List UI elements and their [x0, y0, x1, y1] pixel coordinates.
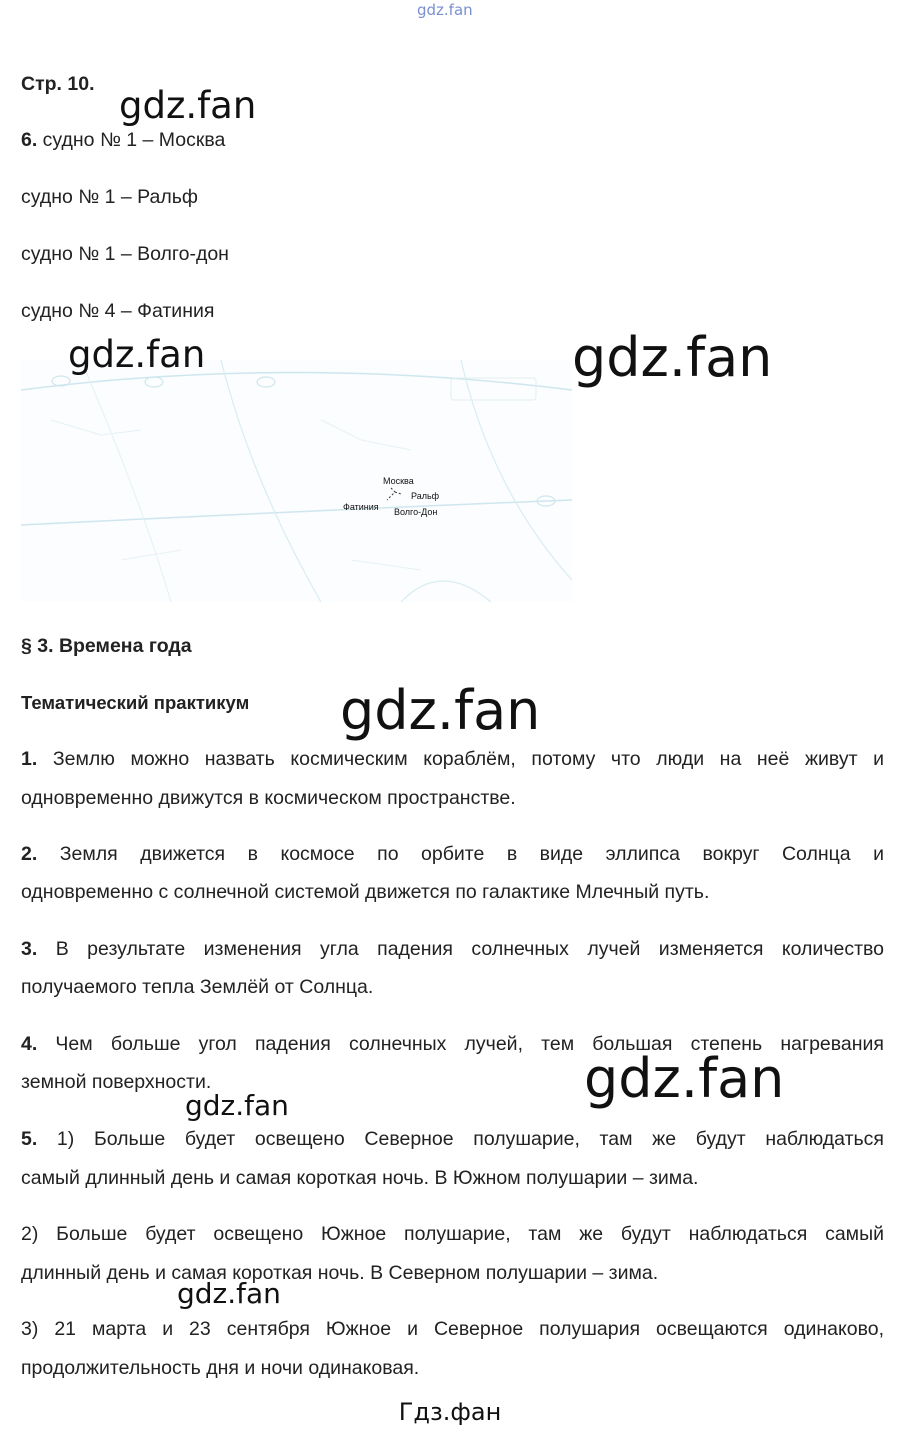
map-image [21, 360, 572, 602]
watermark-3: gdz.fan [572, 326, 773, 389]
task6-line4: судно № 4 – Фатиния [21, 300, 215, 322]
answer5-number: 5. [21, 1128, 38, 1150]
section-subtitle: Тематический практикум [21, 692, 250, 713]
task6-line1 [21, 129, 225, 152]
answer4-number: 4. [21, 1033, 38, 1055]
answer5-line2: самый длинный день и самая короткая ночь. В Южном полушарии – зима. [21, 1167, 699, 1189]
answer4-text1: Чем больше угол падения солнечных лучей, тем большая степень нагревания [37, 1033, 884, 1055]
watermark-4: gdz.fan [340, 679, 541, 742]
task6-line1-text: судно № 1 – Москва [37, 129, 226, 151]
section-title: § 3. Времена года [21, 635, 192, 657]
answer1-text1: Землю можно назвать космическим кораблём, потому что люди на неё живут и [37, 748, 884, 770]
answer3-number: 3. [21, 938, 38, 960]
map-svg [21, 360, 572, 602]
watermark-2: gdz.fan [68, 333, 206, 376]
answer5-2-line1: 2) Больше будет освещено Южное полушарие, там же будут наблюдаться самый [21, 1223, 884, 1245]
answer5-3-line1: 3) 21 марта и 23 сентября Южное и Северное полушария освещаются одинаково, [21, 1318, 884, 1340]
answer1-number: 1. [21, 748, 38, 770]
answer2-line2: одновременно с солнечной системой движется по галактике Млечный путь. [21, 881, 710, 903]
answer1-line1 [21, 748, 884, 771]
map-label-fatiniya: Фатиния [343, 502, 379, 512]
answer2-number: 2. [21, 843, 38, 865]
watermark-top: gdz.fan [417, 1, 473, 19]
task6-line2: судно № 1 – Ральф [21, 186, 198, 208]
answer2-line1 [21, 843, 884, 866]
page-header: Стр. 10. [21, 73, 95, 95]
answer5-line1 [21, 1128, 884, 1151]
map-label-moskva: Москва [383, 476, 414, 486]
answer5-text1: 1) Больше будет освещено Северное полушарие, там же будут наблюдаться [37, 1128, 884, 1150]
answer3-line1 [21, 938, 884, 961]
map-label-ralf: Ральф [411, 491, 440, 501]
footer-label: Гдз.фан [398, 1398, 502, 1426]
answer1-line2: одновременно движутся в космическом пространстве. [21, 787, 516, 809]
answer3-line2: получаемого тепла Землёй от Солнца. [21, 976, 374, 998]
answer2-text1: Земля движется в космосе по орбите в виде эллипса вокруг Солнца и [37, 843, 884, 865]
answer4-line2: земной поверхности. [21, 1071, 212, 1093]
watermark-6: gdz.fan [185, 1089, 289, 1122]
watermark-1: gdz.fan [119, 84, 257, 127]
answer3-text1: В результате изменения угла падения солнечных лучей изменяется количество [37, 938, 884, 960]
watermark-5: gdz.fan [584, 1047, 785, 1110]
task6-number: 6. [21, 129, 38, 151]
answer5-3-line2: продолжительность дня и ночи одинаковая. [21, 1357, 420, 1379]
task6-line3: судно № 1 – Волго-дон [21, 243, 229, 265]
watermark-7: gdz.fan [177, 1277, 281, 1310]
map-label-volgodon: Волго-Дон [394, 507, 438, 517]
answer5-2-line2: длинный день и самая короткая ночь. В Северном полушарии – зима. [21, 1262, 659, 1284]
